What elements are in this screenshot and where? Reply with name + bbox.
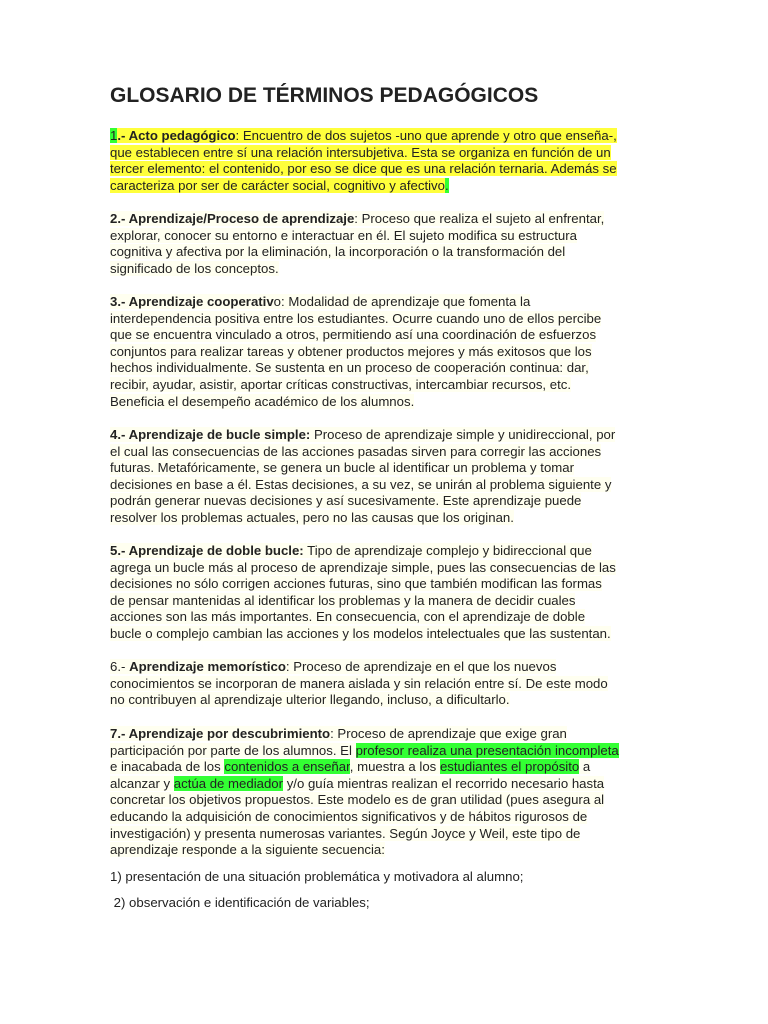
entry-text: o: Modalidad de aprendizaje que fomenta la xyxy=(273,294,531,309)
entry-text: que establecen entre sí una relación intersubjetiva. Esta se organiza en función de un xyxy=(110,144,611,160)
entry-line xyxy=(110,261,670,278)
entry-text: e inacabada de los xyxy=(110,759,225,775)
glossary-entry-doble-bucle xyxy=(110,543,670,643)
entry-line xyxy=(110,726,670,743)
entry-text: participación por parte de los alumnos. El xyxy=(110,742,356,758)
entry-text: : Proceso que realiza el sujeto al enfrentar, xyxy=(354,211,605,226)
entry-text: investigación) y presenta numerosas variantes. Según Joyce y Weil, este tipo de xyxy=(110,825,581,841)
entry-text: tercer elemento: el contenido, por eso se dice que es una relación ternaria. Además se xyxy=(110,161,617,177)
green-highlight: contenidos a enseñar xyxy=(224,759,350,775)
entry-line xyxy=(110,776,670,793)
entry-text: bucle o complejo cambian las acciones y los modelos intelectuales que las sustentan. xyxy=(110,625,611,641)
entry-term: 3.- Aprendizaje cooperativ xyxy=(110,294,274,309)
entry-line xyxy=(110,311,670,328)
entry-text: a xyxy=(579,759,591,775)
entry-text: conocimientos se incorporan de manera aislada y sin relación entre sí. De este modo xyxy=(110,675,608,691)
entry-line xyxy=(110,161,670,178)
entry-line xyxy=(110,477,670,494)
entry-text: de pensar mantenidas al identificar los problemas y la manera de decidir cuales xyxy=(110,592,576,608)
entry-text: explorar, conocer su entorno e interactuar en él. El sujeto modifica su estructura xyxy=(110,227,577,243)
document-title: GLOSARIO DE TÉRMINOS PEDAGÓGICOS xyxy=(110,84,539,107)
entry-text: no contribuyen al aprendizaje ulterior llegando, incluso, a dificultarlo. xyxy=(110,692,510,708)
entry-line xyxy=(110,560,670,577)
entry-line xyxy=(110,427,670,444)
entry-text: , muestra a los xyxy=(349,759,440,775)
entry-line xyxy=(110,294,670,311)
entry-text: Beneficia el desempeño académico de los alumnos. xyxy=(110,393,415,409)
entry-number: 6.- xyxy=(110,659,130,674)
green-highlight: actúa de mediador xyxy=(173,775,284,791)
entry-line xyxy=(110,759,670,776)
entry-line xyxy=(110,692,670,709)
entry-text: caracteriza por ser de carácter social, cognitivo y afectivo xyxy=(110,177,445,193)
entry-text: concretar los objetivos propuestos. Este modelo es de gran utilidad (pues asegura al xyxy=(110,792,605,808)
entry-line xyxy=(110,626,670,643)
entry-text: decisiones en base a él. Estas decisiones, a su vez, se unirán al problema siguiente y xyxy=(110,476,612,492)
entry-period: . xyxy=(444,177,449,193)
entry-line xyxy=(110,145,670,162)
entry-line xyxy=(110,743,670,760)
entry-text: el cual las consecuencias de las acciones pasadas sirven para corregir las acciones xyxy=(110,443,602,459)
entry-line xyxy=(110,792,670,809)
entry-line xyxy=(110,510,670,527)
entry-text: interdependencia positiva entre los estudiantes. Ocurre cuando uno de ellos percibe xyxy=(110,310,602,326)
entry-line xyxy=(110,809,670,826)
entry-text: futuras. Metafóricamente, se genera un bucle al identificar un problema y tomar xyxy=(110,460,575,476)
entry-text: recibir, ayudar, asistir, aportar críticas constructivas, intercambiar recursos, etc. xyxy=(110,376,571,392)
entry-text: aprendizaje responde a la siguiente secuencia: xyxy=(110,842,385,858)
entry-line xyxy=(110,576,670,593)
entry-text: conjuntos para realizar tareas y obtener productos mejores y más exitosos que los xyxy=(110,343,592,359)
glossary-entry-bucle-simple xyxy=(110,427,670,527)
entry-term: 7.- Aprendizaje por descubrimiento xyxy=(110,726,331,741)
entry-line xyxy=(110,344,670,361)
glossary-entry-descubrimiento xyxy=(110,726,670,859)
sequence-item-2 xyxy=(110,895,670,912)
entry-term: 4.- Aprendizaje de bucle simple: xyxy=(110,427,311,442)
entry-line xyxy=(110,228,670,245)
entry-line xyxy=(110,493,670,510)
entry-text: Tipo de aprendizaje complejo y bidireccional que xyxy=(303,543,592,558)
sequence-text: 1) presentación de una situación problemática y motivadora al alumno; xyxy=(110,869,524,884)
entry-text: significado de los conceptos. xyxy=(110,260,279,276)
entry-text: acciones son las más importantes. En consecuencia, con el aprendizaje de doble xyxy=(110,609,586,625)
entry-term: .- Acto pedagógico xyxy=(117,128,236,143)
entry-line xyxy=(110,593,670,610)
entry-line xyxy=(110,543,670,560)
entry-text: que se encuentra vinculado a otros, permitiendo así una coordinación de esfuerzos xyxy=(110,327,597,343)
entry-text: : Encuentro de dos sujetos -uno que aprende y otro que enseña-, xyxy=(235,128,617,143)
entry-line xyxy=(110,444,670,461)
entry-line xyxy=(110,128,670,145)
entry-text: hechos individualmente. Se sustenta en un proceso de cooperación continua: dar, xyxy=(110,360,589,376)
green-highlight: estudiantes el propósito xyxy=(439,759,580,775)
sequence-text: 2) observación e identificación de variables; xyxy=(110,895,370,910)
entry-text: : Proceso de aprendizaje en el que los nuevos xyxy=(285,659,557,674)
entry-line xyxy=(110,394,670,411)
entry-line xyxy=(110,178,670,195)
entry-text: alcanzar y xyxy=(110,775,174,791)
glossary-entry-aprendizaje xyxy=(110,211,670,277)
entry-line xyxy=(110,327,670,344)
entry-text: decisiones no sólo corrigen acciones futuras, sino que también modifican las formas xyxy=(110,576,602,592)
glossary-entry-memoristico xyxy=(110,659,670,709)
entry-text: y/o guía mientras realizan el recorrido necesario hasta xyxy=(283,775,605,791)
entry-line xyxy=(110,826,670,843)
entry-text: resolver los problemas actuales, pero no las causas que los originan. xyxy=(110,509,514,525)
entry-line xyxy=(110,360,670,377)
entry-text: cognitiva y afectiva por la eliminación, la incorporación o la transformación del xyxy=(110,244,566,260)
entry-text: agrega un bucle más al proceso de aprendizaje simple, pues las consecuencias de las xyxy=(110,559,616,575)
entry-term: 2.- Aprendizaje/Proceso de aprendizaje xyxy=(110,211,355,226)
entry-line xyxy=(110,460,670,477)
entry-line xyxy=(110,211,670,228)
entry-term: 5.- Aprendizaje de doble bucle: xyxy=(110,543,304,558)
entry-line xyxy=(110,659,670,676)
glossary-entry-acto-pedagogico xyxy=(110,128,670,194)
sequence-item-1 xyxy=(110,869,670,886)
entry-term: Aprendizaje memorístico xyxy=(129,659,286,674)
entry-text: educando la adquisición de conocimientos significativos y de hábitos rigurosos de xyxy=(110,808,588,824)
entry-text: Proceso de aprendizaje simple y unidireccional, por xyxy=(310,427,616,442)
entry-line xyxy=(110,842,670,859)
entry-line xyxy=(110,377,670,394)
entry-line xyxy=(110,244,670,261)
entry-line xyxy=(110,676,670,693)
entry-text: podrán generar nuevas decisiones y así sucesivamente. Este aprendizaje puede xyxy=(110,493,582,509)
entry-text: : Proceso de aprendizaje que exige gran xyxy=(330,726,567,741)
glossary-entry-aprendizaje-cooperativo xyxy=(110,294,670,410)
entry-line xyxy=(110,609,670,626)
entry-number: 1 xyxy=(110,128,118,143)
green-highlight: profesor realiza una presentación incompleta xyxy=(355,742,619,758)
